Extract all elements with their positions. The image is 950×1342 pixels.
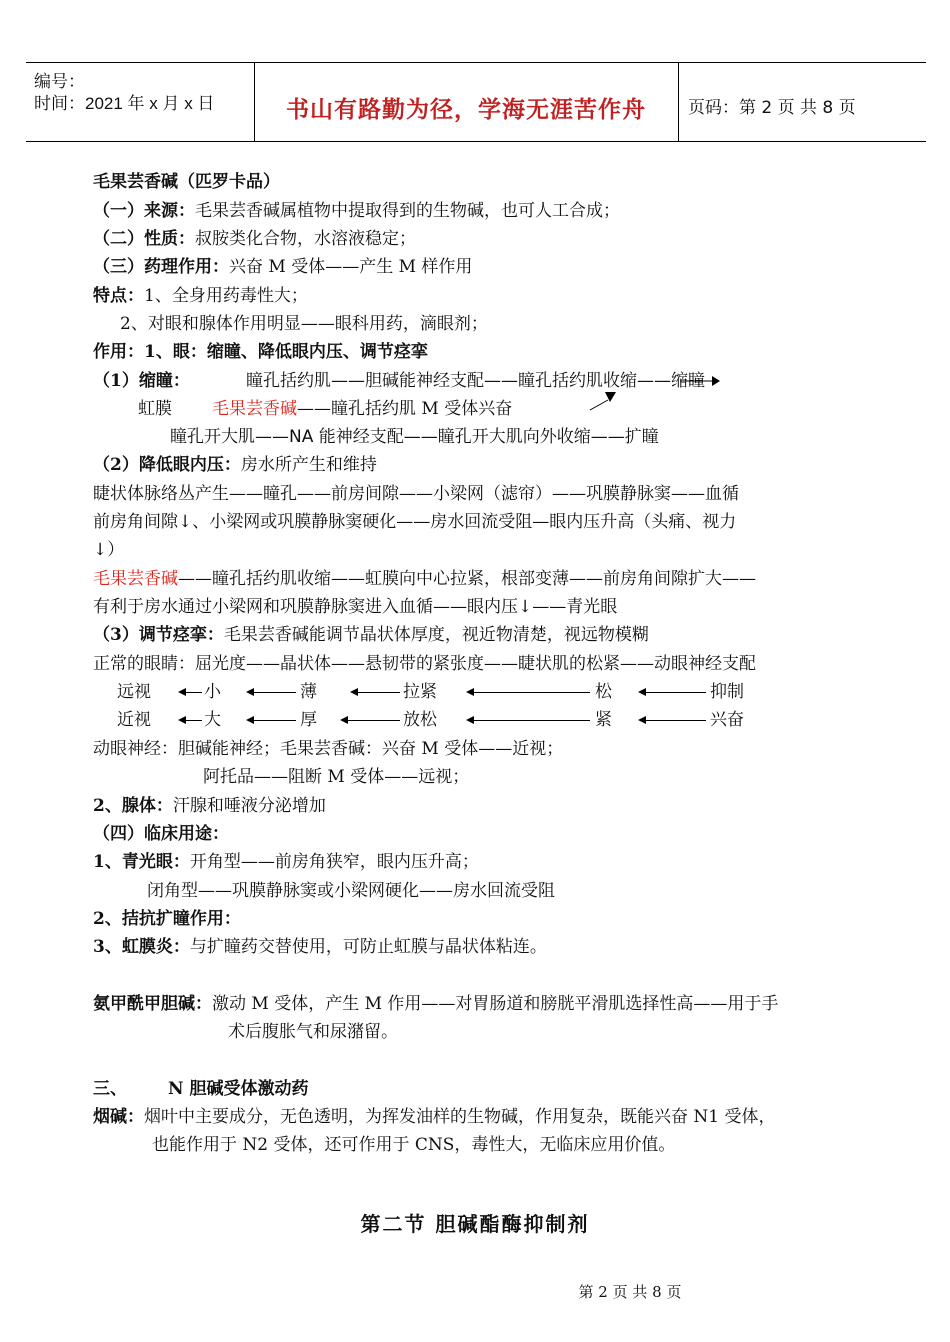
text-line: ↓） bbox=[93, 540, 125, 560]
header-meta-cell bbox=[26, 63, 255, 141]
text-line: 前房角间隙↓、小梁网或巩膜静脉窦硬化——房水回流受阻—眼内压升高（头痛、视力 bbox=[93, 512, 737, 532]
text-value: 汗腺和唾液分泌增加 bbox=[172, 796, 326, 816]
arrow-right-icon bbox=[680, 373, 720, 389]
text-value: 叔胺类化合物，水溶液稳定； bbox=[195, 229, 416, 249]
text-line: 瞳孔开大肌——NA 能神经支配——瞳孔开大肌向外收缩——扩瞳 bbox=[170, 427, 659, 447]
arrow-left-icon bbox=[180, 720, 202, 721]
arrow-left-icon bbox=[342, 720, 400, 721]
chain-word: 紧 bbox=[595, 710, 612, 730]
text-label: 氨甲酰甲胆碱： bbox=[93, 994, 212, 1014]
text-line: 动眼神经：胆碱能神经；毛果芸香碱：兴奋 M 受体——近视； bbox=[93, 739, 564, 759]
text-label: （2）降低眼内压： bbox=[93, 455, 241, 475]
text-line bbox=[93, 568, 756, 590]
text-value: 开角型——前房角狭窄，眼内压升高； bbox=[189, 852, 479, 872]
text-line: 瞳孔括约肌——胆碱能神经支配——瞳孔括约肌收缩——缩瞳 bbox=[246, 371, 705, 391]
text-line: 也能作用于 N2 受体，还可作用于 CNS，毒性大，无临床应用价值。 bbox=[152, 1135, 676, 1155]
text-line: 有利于房水通过小梁网和巩膜静脉窦进入血循——眼内压↓——青光眼 bbox=[93, 597, 618, 617]
header-page-cell bbox=[678, 63, 926, 141]
text-value: 与扩瞳药交替使用，可防止虹膜与晶状体粘连。 bbox=[189, 937, 547, 957]
text-line bbox=[93, 228, 416, 250]
text-value: 激动 M 受体，产生 M 作用——对胃肠道和膀胱平滑肌选择性高——用于手 bbox=[212, 994, 779, 1014]
section-heading: N 胆碱受体激动药 bbox=[168, 1079, 309, 1099]
arrow-left-icon bbox=[248, 720, 296, 721]
arrow-left-icon bbox=[640, 692, 706, 693]
chain-word: 松 bbox=[595, 682, 612, 702]
chain-word: 放松 bbox=[403, 710, 437, 730]
number-label: 编号： bbox=[34, 72, 85, 91]
text-line bbox=[93, 200, 620, 222]
chain-word: 远视 bbox=[117, 682, 151, 702]
text-line: 闭角型——巩膜静脉窦或小梁网硬化——房水回流受阻 bbox=[147, 881, 555, 901]
text-line bbox=[93, 256, 472, 278]
text-heading: （四）临床用途： bbox=[93, 824, 229, 844]
text-line bbox=[93, 993, 778, 1015]
chain-word: 抑制 bbox=[710, 682, 744, 702]
time-label: 时间：2021 年 x 月 x 日 bbox=[34, 94, 215, 113]
text-value: ——瞳孔括约肌收缩——虹膜向中心拉紧，根部变薄——前房角间隙扩大—— bbox=[178, 569, 756, 589]
chain-word: 拉紧 bbox=[403, 682, 437, 702]
text-label: 1、青光眼： bbox=[93, 852, 190, 872]
text-line: 术后腹胀气和尿潴留。 bbox=[228, 1022, 398, 1042]
header-page-info: 页码：第 2 页 共 8 页 bbox=[688, 98, 856, 118]
text-label: （1）缩瞳： bbox=[93, 371, 190, 391]
chain-word: 厚 bbox=[300, 710, 317, 730]
text-line bbox=[93, 795, 326, 817]
arrow-left-icon bbox=[640, 720, 706, 721]
text-value: 1、全身用药毒性大； bbox=[144, 286, 308, 306]
text-line bbox=[93, 936, 547, 958]
text-line bbox=[93, 1106, 776, 1128]
text-label: 烟碱： bbox=[93, 1107, 144, 1127]
highlight-drug-name: 毛果芸香碱 bbox=[93, 569, 178, 589]
header-motto-cell bbox=[254, 63, 679, 141]
chain-word: 薄 bbox=[300, 682, 317, 702]
chain-word: 近视 bbox=[117, 710, 151, 730]
text-value: 毛果芸香碱能调节晶状体厚度，视近物清楚，视远物模糊 bbox=[223, 625, 649, 645]
arrow-left-icon bbox=[248, 692, 296, 693]
text-label: 3、虹膜炎： bbox=[93, 937, 190, 957]
drug-title: 毛果芸香碱（匹罗卡品） bbox=[93, 172, 280, 192]
text-label: 特点： bbox=[93, 286, 144, 306]
header-motto: 书山有路勤为径，学海无涯苦作舟 bbox=[286, 97, 646, 123]
arrow-left-icon bbox=[352, 692, 400, 693]
text-line bbox=[93, 454, 377, 476]
text-label: （一）来源： bbox=[93, 201, 195, 221]
text-heading: 2、拮抗扩瞳作用： bbox=[93, 909, 241, 929]
text-value: 房水所产生和维持 bbox=[240, 455, 377, 475]
arrow-left-icon bbox=[468, 692, 590, 693]
chain-word: 小 bbox=[204, 682, 221, 702]
text-heading: 作用：1、眼：缩瞳、降低眼内压、调节痉挛 bbox=[93, 342, 428, 362]
text-value: 烟叶中主要成分，无色透明，为挥发油样的生物碱，作用复杂，既能兴奋 N1 受体， bbox=[144, 1107, 776, 1127]
text-line: 睫状体脉络丛产生——瞳孔——前房间隙——小梁网（滤帘）——巩膜静脉窦——血循 bbox=[93, 484, 739, 504]
arrow-down-icon bbox=[588, 390, 620, 412]
text-value: 兴奋 M 受体——产生 M 样作用 bbox=[229, 257, 473, 277]
text-label: （三）药理作用： bbox=[93, 257, 229, 277]
highlight-drug-name: 毛果芸香碱 bbox=[212, 399, 297, 419]
arrow-left-icon bbox=[468, 720, 590, 721]
text-value: 毛果芸香碱属植物中提取得到的生物碱，也可人工合成； bbox=[195, 201, 620, 221]
page-footer: 第 2 页 共 8 页 bbox=[578, 1283, 682, 1301]
text-line bbox=[93, 624, 649, 646]
text-line: 正常的眼睛：屈光度——晶状体——悬韧带的紧张度——睫状肌的松紧——动眼神经支配 bbox=[93, 654, 756, 674]
text-line bbox=[93, 851, 479, 873]
chapter-section-title: 第二节 胆碱酯酶抑制剂 bbox=[360, 1212, 590, 1236]
text-label: 2、腺体： bbox=[93, 796, 173, 816]
arrow-left-icon bbox=[180, 692, 202, 693]
text-line bbox=[212, 398, 512, 420]
text-line: 阿托品——阻断 M 受体——远视； bbox=[203, 767, 470, 787]
text-label: 虹膜 bbox=[138, 399, 172, 419]
chain-word: 兴奋 bbox=[710, 710, 744, 730]
text-line: 2、对眼和腺体作用明显——眼科用药，滴眼剂； bbox=[120, 314, 488, 334]
text-line bbox=[93, 285, 308, 307]
text-value: ——瞳孔括约肌 M 受体兴奋 bbox=[297, 399, 513, 419]
section-number: 三、 bbox=[93, 1079, 127, 1099]
text-label: （二）性质： bbox=[93, 229, 195, 249]
text-label: （3）调节痉挛： bbox=[93, 625, 224, 645]
chain-word: 大 bbox=[204, 710, 221, 730]
page-header bbox=[26, 62, 926, 142]
